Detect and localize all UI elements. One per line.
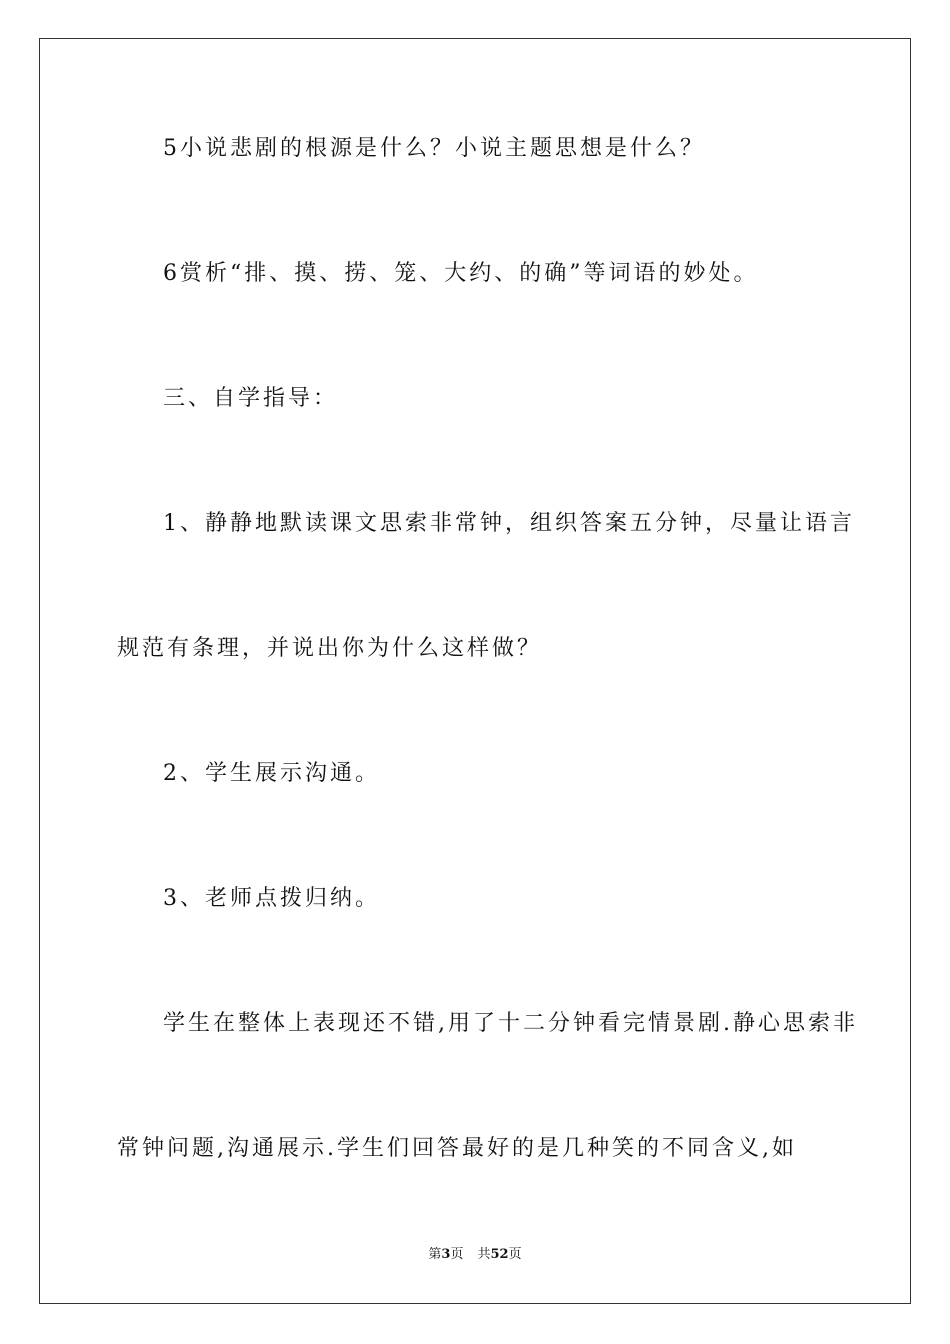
text-line-step-1: 1、静静地默读课文思索非常钟，组织答案五分钟，尽量让语言 — [163, 511, 855, 536]
text-line-question-6: 6赏析“排、摸、捞、笼、大约、的确”等词语的妙处。 — [163, 261, 759, 286]
footer-page-suffix: 页 — [450, 1247, 464, 1262]
page-frame — [39, 38, 911, 1304]
footer-page-number: 3 — [441, 1247, 451, 1262]
footer-total-pages: 52 — [490, 1247, 509, 1262]
text-line-step-1-continued: 规范有条理，并说出你为什么这样做？ — [117, 636, 543, 661]
footer-total-prefix: 共 — [477, 1247, 491, 1262]
text-line-step-3: 3、老师点拨归纳。 — [163, 886, 380, 911]
text-line-reflection: 学生在整体上表现还不错,用了十二分钟看完情景剧.静心思索非 — [163, 1011, 858, 1036]
page-footer — [0, 1246, 950, 1264]
footer-page-prefix: 第 — [428, 1247, 442, 1262]
section-heading-self-study: 三、自学指导： — [163, 386, 339, 411]
text-line-step-2: 2、学生展示沟通。 — [163, 761, 380, 786]
text-line-reflection-continued: 常钟问题,沟通展示.学生们回答最好的是几种笑的不同含义,如 — [117, 1136, 797, 1161]
text-line-question-5: 5小说悲剧的根源是什么？小说主题思想是什么？ — [163, 136, 705, 161]
footer-total-suffix: 页 — [508, 1247, 522, 1262]
